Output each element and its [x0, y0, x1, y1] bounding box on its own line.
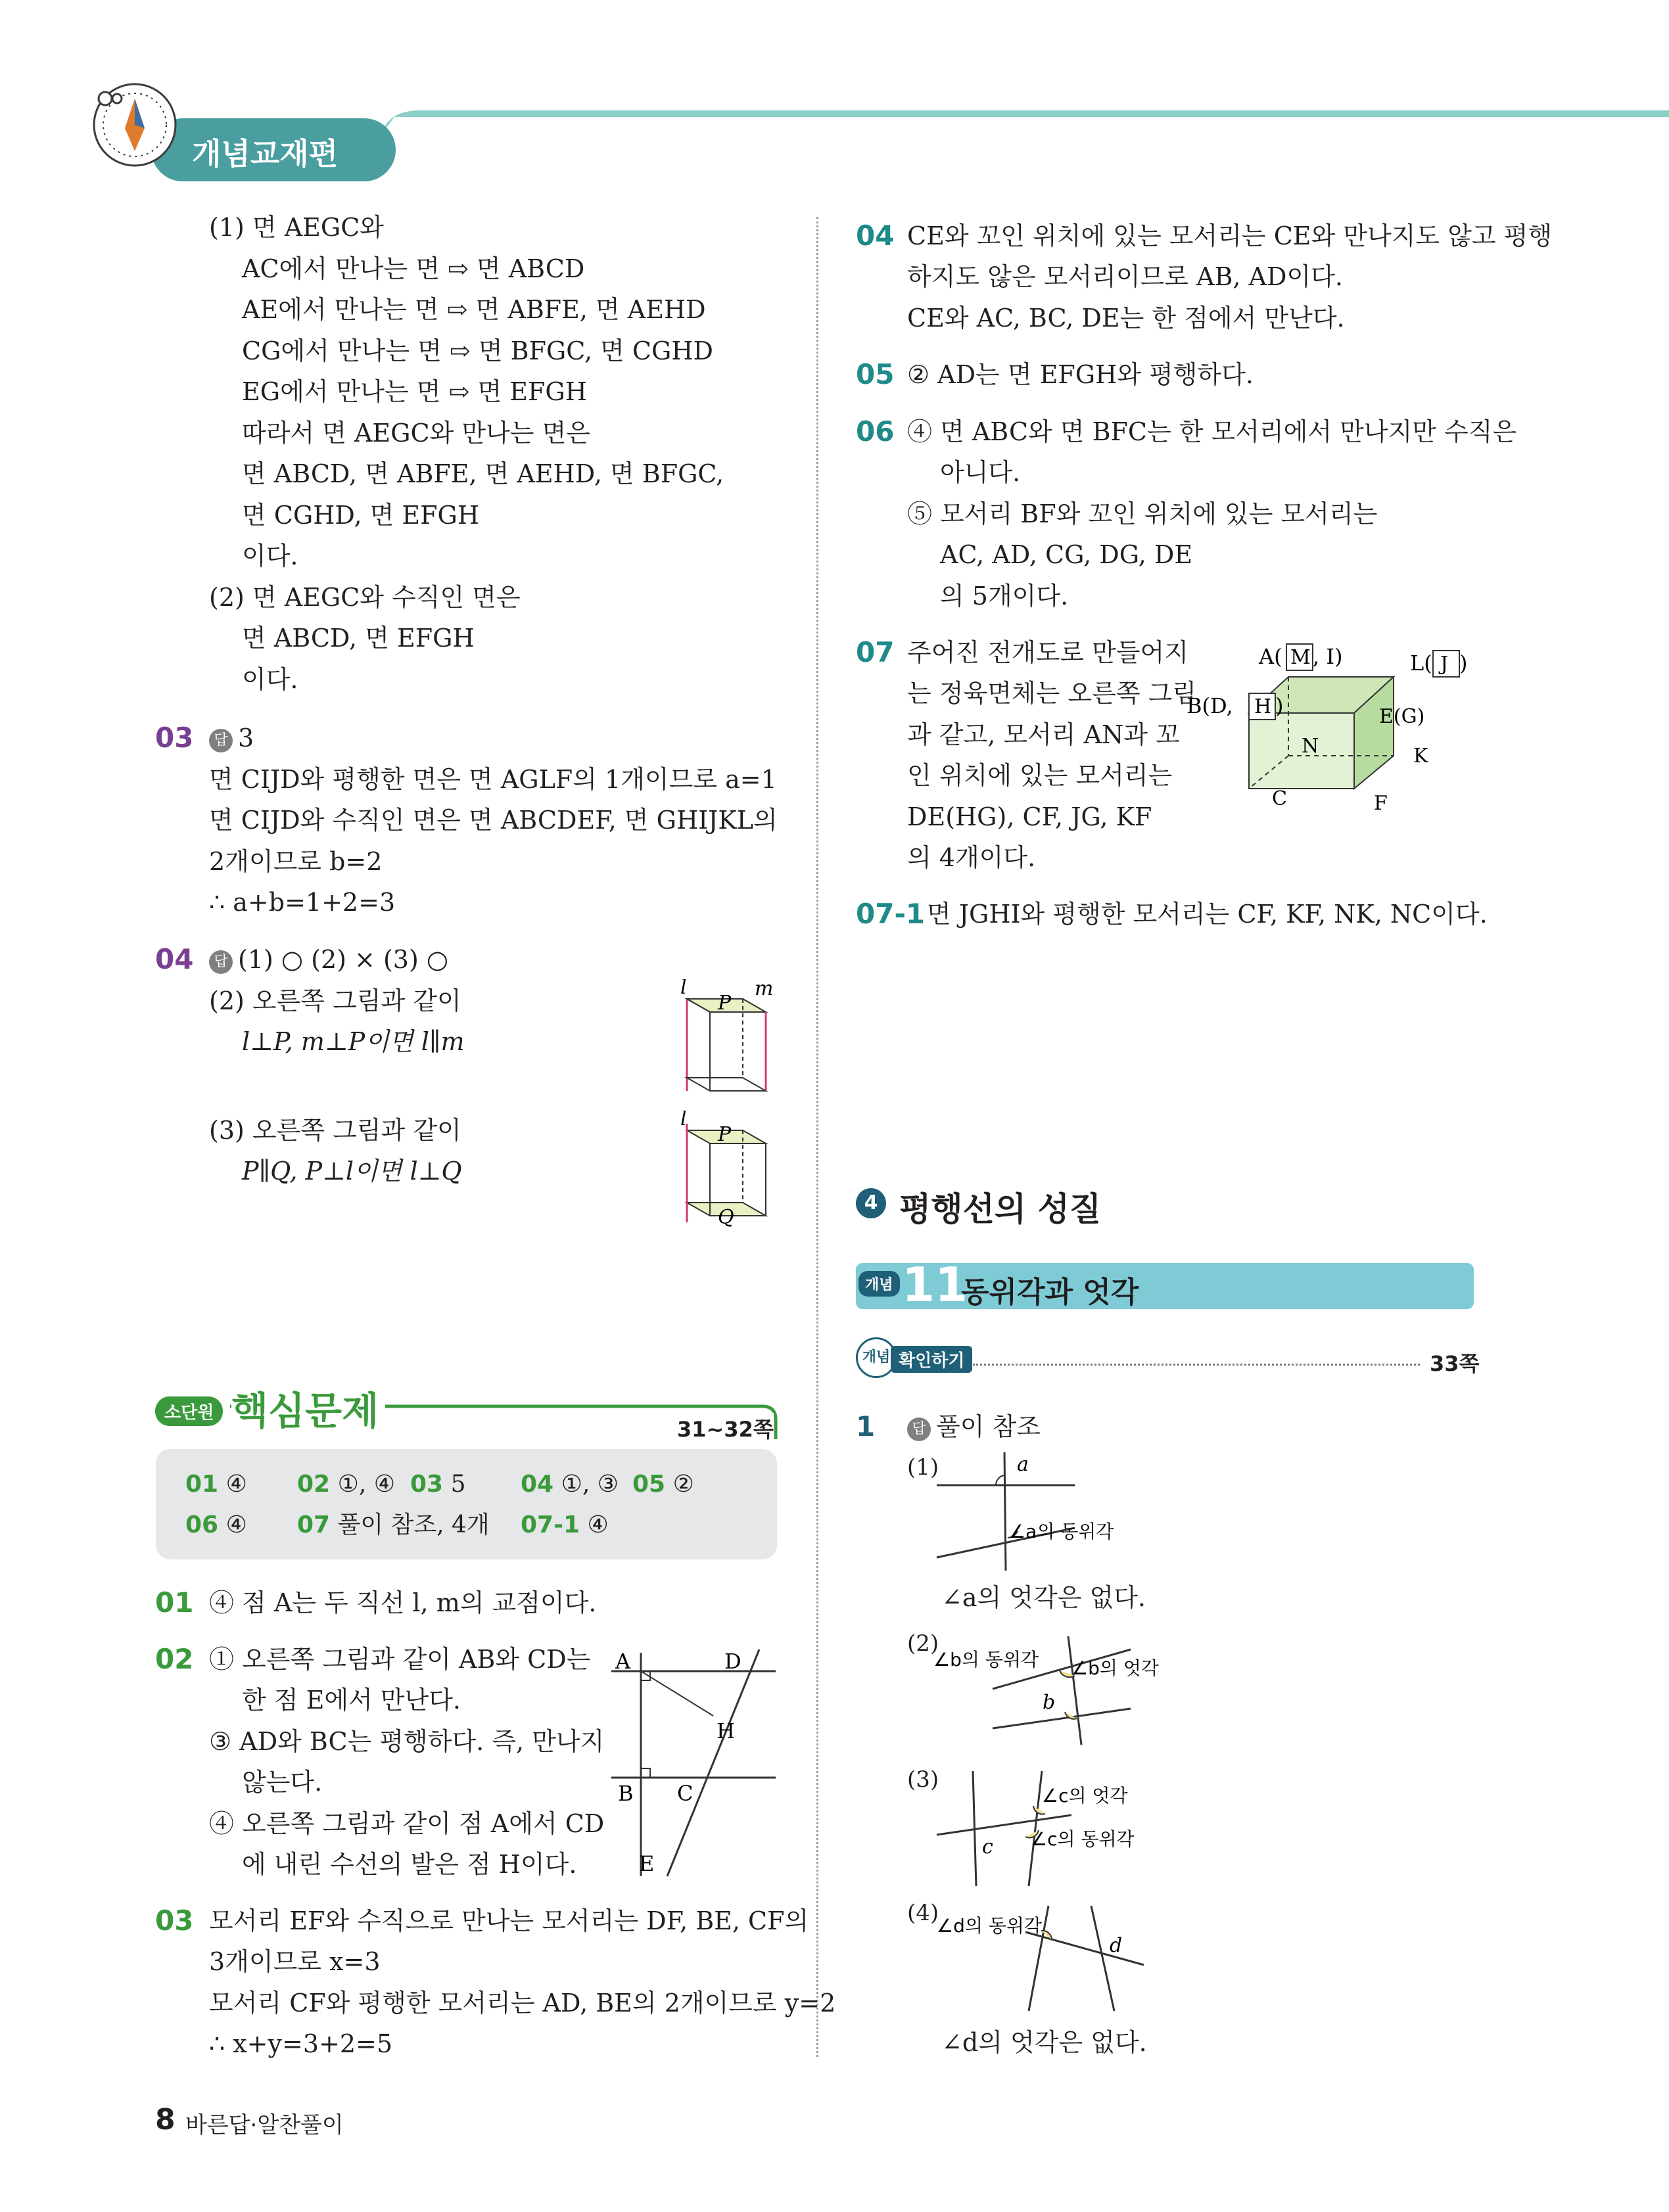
svg-text:d: d: [1110, 1934, 1123, 1957]
c02-line: 에 내린 수선의 발은 점 H이다.: [242, 1850, 577, 1879]
section-title: 평행선의 성질: [899, 1190, 1102, 1228]
svg-text:∠b의 엇각: ∠b의 엇각: [1071, 1657, 1159, 1679]
svg-text:H: H: [1254, 695, 1272, 718]
core-badge: 소단원: [155, 1396, 223, 1426]
svg-text:∠d의 동위각: ∠d의 동위각: [937, 1915, 1042, 1937]
p1-number: 1: [856, 1410, 876, 1442]
q02-line: (1) 면 AEGC와: [209, 213, 385, 242]
c02-figure: [605, 1640, 782, 1883]
q02-line: AC에서 만나는 면 ⇨ 면 ABCD: [242, 254, 585, 283]
q04-line: (3) 오른쪽 그림과 같이: [209, 1116, 461, 1145]
svg-text:∠b의 동위각: ∠b의 동위각: [933, 1649, 1039, 1671]
svg-text:): ): [1459, 651, 1468, 676]
r07-line: 과 같고, 모서리 AN과 꼬: [907, 720, 1180, 749]
svg-text:L(: L(: [1410, 651, 1432, 676]
p1-answer: 답 풀이 참조: [907, 1412, 1041, 1442]
header-label: 개념교재편: [192, 136, 339, 172]
answer-tag: 답: [209, 729, 233, 752]
svg-text:B: B: [618, 1781, 634, 1806]
q03-answer: 답 3: [209, 723, 254, 753]
r07-line: 주어진 전개도로 만들어지: [907, 638, 1188, 667]
svg-text:M: M: [1290, 646, 1311, 669]
svg-text:C: C: [677, 1781, 693, 1806]
r071-number: 07-1: [856, 898, 926, 930]
r04-line: CE와 AC, BC, DE는 한 점에서 만난다.: [907, 304, 1345, 333]
r07-line: DE(HG), CF, JG, KF: [907, 802, 1152, 831]
summary-item: 04 ①, ③: [521, 1471, 619, 1498]
c03-line: 모서리 EF와 수직으로 만나는 모서리는 DF, BE, CF의: [209, 1906, 809, 1935]
fig-label: Q: [718, 1206, 734, 1229]
r07-line: 인 위치에 있는 모서리는: [907, 761, 1173, 790]
svg-text:b: b: [1043, 1691, 1056, 1714]
q02-line: CG에서 만나는 면 ⇨ 면 BFGC, 면 CGHD: [242, 336, 713, 365]
svg-text:, I): , I): [1313, 644, 1343, 669]
c02-line: 한 점 E에서 만난다.: [242, 1686, 461, 1715]
c02-number: 02: [155, 1643, 194, 1675]
p1-figure-4: [933, 1893, 1196, 2017]
svg-text:∠c의 동위각: ∠c의 동위각: [1031, 1828, 1135, 1850]
section-number: 4: [856, 1188, 886, 1218]
svg-text:c: c: [982, 1835, 993, 1858]
q04-answer: 답 (1) ○ (2) × (3) ○: [209, 944, 448, 975]
summary-item: 05 ②: [632, 1471, 694, 1498]
svg-text:C: C: [1272, 787, 1287, 810]
svg-text:F: F: [1374, 792, 1388, 815]
page-number: 8: [155, 2103, 176, 2136]
q02-line: 면 CGHD, 면 EFGH: [242, 501, 480, 530]
core-title: 핵심문제: [231, 1388, 385, 1434]
core-pages: 31~32쪽: [677, 1413, 774, 1443]
check-label: 확인하기: [891, 1346, 972, 1373]
svg-text:A: A: [615, 1649, 631, 1674]
concept-number: 11: [902, 1257, 968, 1312]
r06-line: AC, AD, CG, DG, DE: [940, 540, 1193, 569]
q02-line: EG에서 만나는 면 ⇨ 면 EFGH: [242, 377, 587, 406]
answer-tag: 답: [209, 950, 233, 974]
c03-number: 03: [155, 1904, 194, 1937]
svg-text:): ): [1275, 693, 1284, 718]
fig-label: P: [718, 1123, 732, 1146]
summary-item: 06 ④: [185, 1511, 247, 1538]
c02-line: ① 오른쪽 그림과 같이 AB와 CD는: [209, 1645, 591, 1674]
q02-line: (2) 면 AEGC와 수직인 면은: [209, 583, 521, 612]
r04-line: 하지도 않은 모서리이므로 AB, AD이다.: [907, 262, 1343, 291]
svg-text:a: a: [1017, 1453, 1029, 1476]
svg-text:E(G): E(G): [1379, 705, 1425, 728]
fig-label: l: [680, 979, 687, 999]
p1-f1-note: ∠a의 엇각은 없다.: [941, 1583, 1146, 1612]
p1-figure-3: [933, 1761, 1196, 1893]
c03-line: 모서리 CF와 평행한 모서리는 AD, BE의 2개이므로 y=2: [209, 1989, 836, 2017]
p1-figure-2: [933, 1623, 1196, 1748]
summary-item: 01 ④: [185, 1471, 247, 1498]
r05-text: ② AD는 면 EFGH와 평행하다.: [907, 360, 1254, 389]
p1-figure-1: [933, 1446, 1170, 1577]
c03-line: ∴ x+y=3+2=5: [209, 2029, 393, 2058]
summary-item: 07-1 ④: [521, 1511, 609, 1538]
svg-text:E: E: [639, 1851, 655, 1876]
r07-cube-figure: [1183, 637, 1486, 821]
c02-line: ④ 오른쪽 그림과 같이 점 A에서 CD: [209, 1809, 605, 1838]
q02-line: 따라서 면 AEGC와 만나는 면은: [242, 419, 591, 448]
r06-line: 아니다.: [940, 458, 1021, 487]
summary-item: 07 풀이 참조, 4개: [297, 1511, 490, 1538]
q04-figure-1: [677, 979, 782, 1097]
r06-line: 의 5개이다.: [940, 582, 1069, 611]
r06-number: 06: [856, 415, 895, 448]
dotted-leader: [973, 1364, 1420, 1366]
answer-tag: 답: [907, 1417, 931, 1441]
q02-line: AE에서 만나는 면 ⇨ 면 ABFE, 면 AEHD: [242, 295, 706, 324]
q03-line: 2개이므로 b=2: [209, 847, 383, 876]
c01-text: ④ 점 A는 두 직선 l, m의 교점이다.: [209, 1588, 597, 1617]
q04-line: P∥Q, P⊥l이면 l⊥Q: [242, 1157, 462, 1186]
footer-text: 바른답·알찬풀이: [185, 2112, 344, 2138]
svg-text:B(D,: B(D,: [1187, 693, 1233, 718]
q04-number: 04: [155, 943, 194, 975]
q03-line: 면 CIJD와 평행한 면은 면 AGLF의 1개이므로 a=1: [209, 765, 777, 794]
column-divider: [816, 217, 818, 2057]
r06-line: ④ 면 ABC와 면 BFC는 한 모서리에서 만나지만 수직은: [907, 417, 1517, 446]
p1-f1-label: (1): [907, 1454, 939, 1481]
q03-line: 면 CIJD와 수직인 면은 면 ABCDEF, 면 GHIJKL의: [209, 806, 778, 835]
summary-item: 02 ①, ④: [297, 1471, 395, 1498]
svg-text:∠c의 엇각: ∠c의 엇각: [1042, 1785, 1128, 1807]
r07-number: 07: [856, 636, 895, 668]
svg-text:H: H: [717, 1718, 735, 1743]
check-page: 33쪽: [1430, 1351, 1480, 1376]
check-badge: 개념: [856, 1337, 897, 1378]
fig-label: m: [755, 979, 774, 1000]
p1-f3-label: (3): [907, 1766, 939, 1793]
r06-line: ⑤ 모서리 BF와 꼬인 위치에 있는 모서리는: [907, 499, 1378, 528]
q02-line: 이다.: [242, 541, 298, 570]
q04-figure-2: [677, 1111, 782, 1229]
q04-line: l⊥P, m⊥P이면 l∥m: [242, 1027, 465, 1056]
r07-line: 의 4개이다.: [907, 843, 1036, 872]
q02-line: 면 ABCD, 면 ABFE, 면 AEHD, 면 BFGC,: [242, 459, 724, 488]
p1-f2-label: (2): [907, 1630, 939, 1657]
r04-number: 04: [856, 219, 895, 252]
svg-text:N: N: [1302, 735, 1319, 758]
c01-number: 01: [155, 1586, 194, 1619]
q02-line: 이다.: [242, 665, 298, 694]
p1-f4-label: (4): [907, 1900, 939, 1926]
c03-line: 3개이므로 x=3: [209, 1947, 381, 1976]
svg-text:A(: A(: [1259, 644, 1282, 669]
summary-item: 03 5: [410, 1471, 466, 1498]
p1-f4-note: ∠d의 엇각은 없다.: [941, 2028, 1147, 2057]
fig-label: l: [680, 1111, 687, 1130]
r05-number: 05: [856, 358, 895, 390]
svg-text:J: J: [1440, 653, 1449, 676]
q02-line: 면 ABCD, 면 EFGH: [242, 624, 475, 653]
c02-line: 않는다.: [242, 1768, 323, 1797]
r07-line: 는 정육면체는 오른쪽 그림: [907, 679, 1197, 708]
answer-summary-box: [156, 1449, 777, 1559]
c02-line: ③ AD와 BC는 평행하다. 즉, 만나지: [209, 1727, 605, 1756]
q03-line: ∴ a+b=1+2=3: [209, 888, 396, 917]
q04-line: (2) 오른쪽 그림과 같이: [209, 986, 461, 1015]
q03-number: 03: [155, 722, 194, 754]
concept-tag: 개념: [858, 1271, 900, 1297]
fig-label: P: [718, 992, 732, 1015]
svg-text:K: K: [1413, 745, 1428, 768]
concept-title: 동위각과 엇각: [961, 1276, 1139, 1309]
r071-text: 면 JGHI와 평행한 모서리는 CF, KF, NK, NC이다.: [927, 900, 1488, 929]
svg-text:D: D: [724, 1649, 741, 1674]
svg-text:∠a의 동위각: ∠a의 동위각: [1009, 1521, 1114, 1542]
r04-line: CE와 꼬인 위치에 있는 모서리는 CE와 만나지도 않고 평행: [907, 221, 1553, 250]
